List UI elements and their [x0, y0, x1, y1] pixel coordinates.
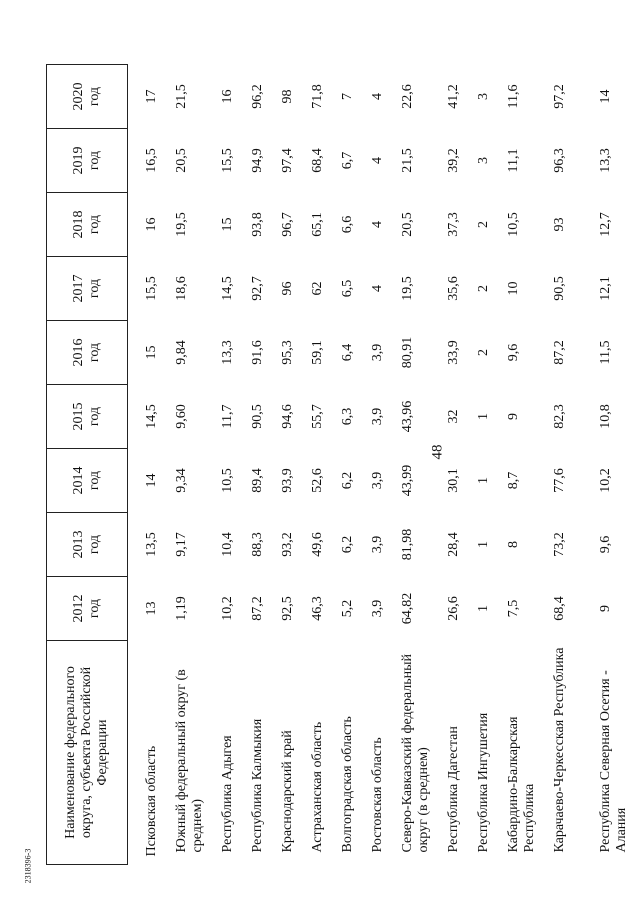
value-cell: 3,9	[370, 343, 385, 362]
value-cell: 87,2	[250, 596, 265, 621]
value-cell: 96,3	[552, 148, 567, 173]
table-row	[174, 65, 220, 865]
value-cell: 14,5	[144, 404, 159, 429]
value-cell: 3,9	[370, 407, 385, 426]
value-cell: 80,91	[400, 336, 415, 369]
value-cell: 2	[476, 221, 491, 228]
value-cell: 13,3	[598, 148, 613, 173]
value-cell: 20,5	[174, 148, 189, 173]
value-cell: 10,8	[598, 404, 613, 429]
value-cell: 39,2	[446, 148, 461, 173]
value-cell: 13	[144, 601, 159, 616]
value-cell: 13,3	[220, 340, 235, 365]
value-cell: 3	[476, 157, 491, 164]
header-year-unit: год	[87, 598, 102, 619]
rotated-table-frame	[46, 65, 629, 865]
region-name-cell: Южный федеральный округ (в среднем)	[174, 669, 205, 853]
region-name-cell: Северо-Кавказский федеральный округ (в среднем)	[400, 654, 431, 853]
value-cell: 11,5	[598, 340, 613, 365]
value-cell: 10,2	[598, 468, 613, 493]
region-name-cell: Республика Дагестан	[446, 726, 461, 853]
value-cell: 9,6	[506, 343, 521, 362]
table-row	[250, 65, 280, 865]
value-cell: 90,5	[250, 404, 265, 429]
value-cell: 3	[476, 93, 491, 100]
value-cell: 6,3	[340, 407, 355, 426]
value-cell: 21,5	[174, 84, 189, 109]
value-cell: 22,6	[400, 84, 415, 109]
header-year-label: 2019	[71, 146, 87, 175]
value-cell: 87,2	[552, 340, 567, 365]
value-cell: 14	[144, 473, 159, 488]
header-year-2014	[47, 449, 128, 513]
header-year-2020	[47, 65, 128, 129]
header-year-label: 2014	[71, 466, 87, 495]
document-code: 2318396-3	[23, 848, 33, 884]
value-cell: 12,7	[598, 212, 613, 237]
value-cell: 49,6	[310, 532, 325, 557]
value-cell: 12,1	[598, 276, 613, 301]
value-cell: 68,4	[310, 148, 325, 173]
value-cell: 1	[476, 477, 491, 484]
value-cell: 93	[552, 217, 567, 232]
table-row	[552, 65, 598, 865]
value-cell: 3,9	[370, 535, 385, 554]
value-cell: 52,6	[310, 468, 325, 493]
value-cell: 93,8	[250, 212, 265, 237]
value-cell: 1	[476, 413, 491, 420]
table-row	[506, 65, 552, 865]
value-cell: 2	[476, 349, 491, 356]
value-cell: 4	[370, 221, 385, 228]
table-header	[47, 65, 128, 865]
value-cell: 95,3	[280, 340, 295, 365]
value-cell: 7	[340, 93, 355, 100]
header-year-unit: год	[87, 278, 102, 299]
header-year-2016	[47, 321, 128, 385]
region-name-cell: Краснодарский край	[280, 730, 295, 853]
value-cell: 4	[370, 157, 385, 164]
value-cell: 9,6	[598, 535, 613, 554]
value-cell: 16,5	[144, 148, 159, 173]
value-cell: 21,5	[400, 148, 415, 173]
region-name-cell: Кабардино-Балкарская Республика	[506, 716, 537, 853]
value-cell: 88,3	[250, 532, 265, 557]
table-row	[144, 65, 174, 865]
value-cell: 1,19	[174, 596, 189, 621]
value-cell: 93,2	[280, 532, 295, 557]
header-year-2018	[47, 193, 128, 257]
value-cell: 15	[144, 345, 159, 360]
value-cell: 6,5	[340, 279, 355, 298]
value-cell: 10,5	[506, 212, 521, 237]
header-year-unit: год	[87, 214, 102, 235]
value-cell: 19,5	[400, 276, 415, 301]
value-cell: 59,1	[310, 340, 325, 365]
table-container	[46, 65, 629, 865]
value-cell: 11,6	[506, 84, 521, 109]
value-cell: 8,7	[506, 471, 521, 490]
value-cell: 32	[446, 409, 461, 424]
header-year-unit: год	[87, 406, 102, 427]
value-cell: 1	[476, 541, 491, 548]
value-cell: 6,7	[340, 151, 355, 170]
value-cell: 6,6	[340, 215, 355, 234]
header-year-2017	[47, 257, 128, 321]
value-cell: 90,5	[552, 276, 567, 301]
header-year-unit: год	[87, 534, 102, 555]
table-row	[280, 65, 310, 865]
value-cell: 28,4	[446, 532, 461, 557]
value-cell: 82,3	[552, 404, 567, 429]
header-year-2012	[47, 577, 128, 641]
value-cell: 11,7	[220, 404, 235, 429]
value-cell: 14	[598, 89, 613, 104]
value-cell: 9	[506, 413, 521, 420]
value-cell: 62	[310, 281, 325, 296]
value-cell: 8	[506, 541, 521, 548]
value-cell: 43,96	[400, 400, 415, 433]
value-cell: 10,2	[220, 596, 235, 621]
value-cell: 46,3	[310, 596, 325, 621]
value-cell: 15	[220, 217, 235, 232]
region-name-cell: Республика Ингушетия	[476, 712, 491, 853]
table-row	[476, 65, 506, 865]
value-cell: 77,6	[552, 468, 567, 493]
value-cell: 35,6	[446, 276, 461, 301]
value-cell: 19,5	[174, 212, 189, 237]
value-cell: 6,2	[340, 471, 355, 490]
value-cell: 93,9	[280, 468, 295, 493]
header-year-label: 2017	[71, 274, 87, 303]
value-cell: 92,5	[280, 596, 295, 621]
value-cell: 11,1	[506, 148, 521, 173]
table-row	[400, 65, 446, 865]
value-cell: 41,2	[446, 84, 461, 109]
header-year-2013	[47, 513, 128, 577]
statistics-table	[46, 64, 640, 865]
region-name-cell: Республика Калмыкия	[250, 718, 265, 853]
value-cell: 37,3	[446, 212, 461, 237]
header-row	[47, 65, 128, 865]
region-name-cell: Ростовская область	[370, 737, 385, 853]
value-cell: 43,99	[400, 464, 415, 497]
table-row	[340, 65, 370, 865]
value-cell: 97,4	[280, 148, 295, 173]
value-cell: 6,4	[340, 343, 355, 362]
header-year-unit: год	[87, 342, 102, 363]
region-name-cell: Карачаево-Черкесская Республика	[552, 647, 567, 853]
value-cell: 5,2	[340, 599, 355, 618]
value-cell: 7,5	[506, 599, 521, 618]
value-cell: 9,34	[174, 468, 189, 493]
value-cell: 17	[144, 89, 159, 104]
table-row	[310, 65, 340, 865]
table-body	[128, 65, 640, 865]
value-cell: 96,7	[280, 212, 295, 237]
value-cell: 96,2	[250, 84, 265, 109]
value-cell: 92,7	[250, 276, 265, 301]
value-cell: 96	[280, 281, 295, 296]
value-cell: 16	[220, 89, 235, 104]
value-cell: 9,84	[174, 340, 189, 365]
value-cell: 64,82	[400, 592, 415, 625]
spacer-row	[128, 65, 145, 865]
value-cell: 55,7	[310, 404, 325, 429]
value-cell: 71,8	[310, 84, 325, 109]
region-name-cell: Псковская область	[144, 745, 159, 857]
value-cell: 33,9	[446, 340, 461, 365]
region-name-cell: Республика Адыгея	[220, 735, 235, 853]
region-name-cell: Волгоградская область	[340, 716, 355, 853]
table-row	[370, 65, 400, 865]
value-cell: 6,2	[340, 535, 355, 554]
header-year-label: 2018	[71, 210, 87, 239]
header-year-label: 2020	[71, 82, 87, 111]
value-cell: 98	[280, 89, 295, 104]
value-cell: 94,6	[280, 404, 295, 429]
value-cell: 16	[144, 217, 159, 232]
value-cell: 4	[370, 93, 385, 100]
region-name-cell: Республика Северная Осетия - Алания	[598, 670, 629, 853]
value-cell: 81,98	[400, 528, 415, 561]
header-year-unit: год	[87, 470, 102, 491]
table-row	[598, 65, 640, 865]
value-cell: 68,4	[552, 596, 567, 621]
value-cell: 30,1	[446, 468, 461, 493]
header-year-label: 2016	[71, 338, 87, 367]
spacer-cell	[128, 65, 145, 865]
header-year-label: 2015	[71, 402, 87, 431]
value-cell: 15,5	[144, 276, 159, 301]
value-cell: 10,4	[220, 532, 235, 557]
value-cell: 18,6	[174, 276, 189, 301]
value-cell: 89,4	[250, 468, 265, 493]
value-cell: 9,60	[174, 404, 189, 429]
value-cell: 97,2	[552, 84, 567, 109]
value-cell: 73,2	[552, 532, 567, 557]
value-cell: 14,5	[220, 276, 235, 301]
value-cell: 91,6	[250, 340, 265, 365]
page-number: 48	[429, 444, 446, 460]
table-row	[220, 65, 250, 865]
value-cell: 4	[370, 285, 385, 292]
header-year-label: 2012	[71, 594, 87, 623]
value-cell: 94,9	[250, 148, 265, 173]
value-cell: 3,9	[370, 471, 385, 490]
value-cell: 2	[476, 285, 491, 292]
value-cell: 9	[598, 605, 613, 612]
table-row	[446, 65, 476, 865]
value-cell: 15,5	[220, 148, 235, 173]
header-year-2015	[47, 385, 128, 449]
value-cell: 20,5	[400, 212, 415, 237]
header-region-name: Наименование федерального округа, субъекта Российской Федерации	[47, 641, 128, 865]
header-year-2019	[47, 129, 128, 193]
value-cell: 10,5	[220, 468, 235, 493]
value-cell: 3,9	[370, 599, 385, 618]
value-cell: 10	[506, 281, 521, 296]
value-cell: 1	[476, 605, 491, 612]
region-name-cell: Астраханская область	[310, 721, 325, 853]
value-cell: 65,1	[310, 212, 325, 237]
header-year-unit: год	[87, 86, 102, 107]
value-cell: 13,5	[144, 532, 159, 557]
header-year-unit: год	[87, 150, 102, 171]
value-cell: 26,6	[446, 596, 461, 621]
header-year-label: 2013	[71, 530, 87, 559]
value-cell: 9,17	[174, 532, 189, 557]
